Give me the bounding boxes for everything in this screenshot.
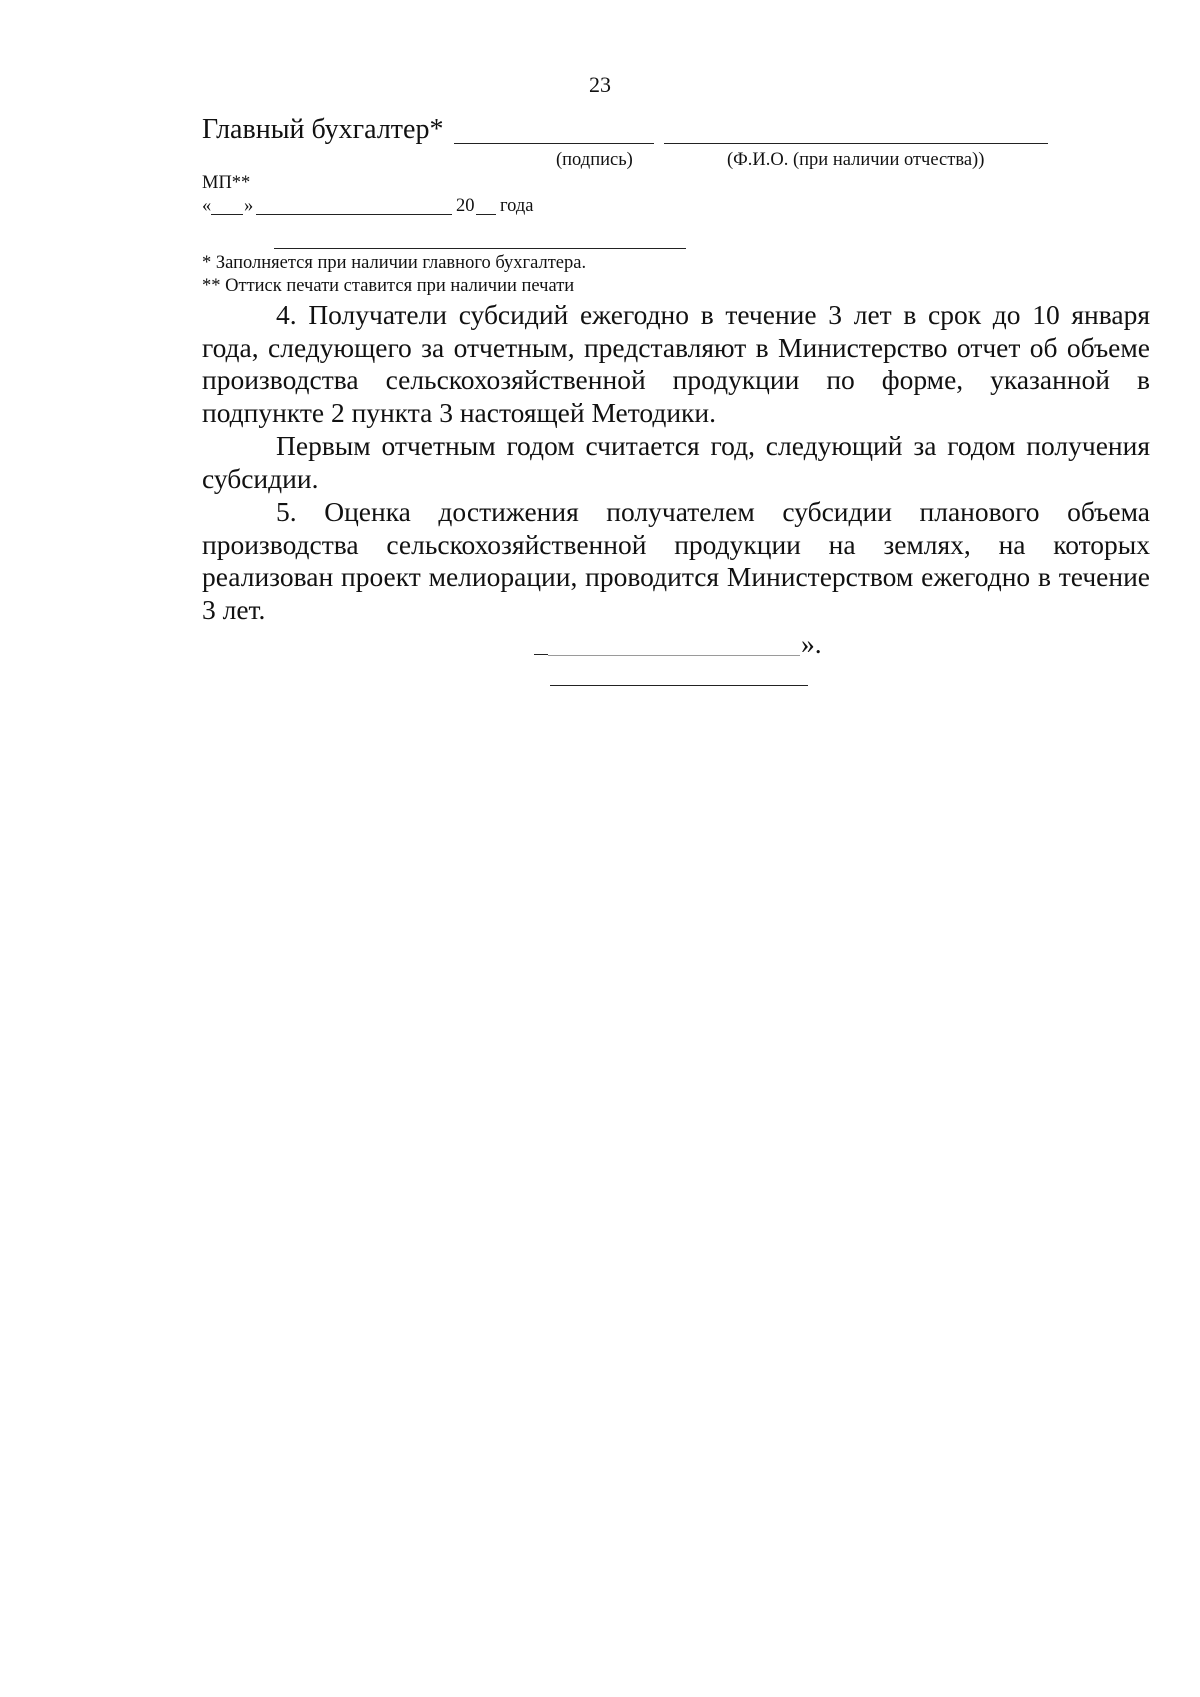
chief-accountant-signature-row <box>202 114 1082 148</box>
footnote-2: ** Оттиск печати ставится при наличии печати <box>202 276 575 296</box>
date-open-quote: « <box>202 196 212 216</box>
date-close-quote: » <box>244 196 254 216</box>
end-separator-line <box>550 685 808 686</box>
closing-gray-line <box>548 655 800 656</box>
paragraph-5: 5. Оценка достижения получателем субсидии планового объема производства сельскохозяйственной продукции на землях, на которых реализован проект мелиорации, проводится Министерством ежегодно в течение 3 лет. <box>202 496 1150 625</box>
chief-accountant-label: Главный бухгалтер* <box>202 114 444 145</box>
signature-line <box>454 143 654 144</box>
year-prefix: 20 <box>456 196 475 216</box>
day-blank <box>211 214 243 215</box>
closing-mark-row <box>534 628 834 662</box>
page-number: 23 <box>589 72 611 97</box>
signature-caption: (подпись) <box>556 150 633 170</box>
date-line <box>202 196 602 220</box>
year-blank <box>476 214 496 215</box>
closing-quote: ». <box>801 628 822 659</box>
fio-caption: (Ф.И.О. (при наличии отчества)) <box>727 150 985 170</box>
stamp-label: МП** <box>202 173 251 193</box>
month-blank <box>256 214 452 215</box>
footnote-separator <box>274 248 686 249</box>
footnote-1: * Заполняется при наличии главного бухгалтера. <box>202 253 587 273</box>
closing-underscore <box>534 654 548 655</box>
fio-line <box>664 143 1048 144</box>
year-suffix: года <box>500 196 534 216</box>
paragraph-first-reporting-year: Первым отчетным годом считается год, следующий за годом получения субсидии. <box>202 430 1150 494</box>
paragraph-4: 4. Получатели субсидий ежегодно в течение 3 лет в срок до 10 января года, следующего за отчетным, представляют в Министерство отчет об объеме производства сельскохозяйственной продукции по форме, указанной в подпункте 2 пункта 3 настоящей Методики. <box>202 299 1150 428</box>
